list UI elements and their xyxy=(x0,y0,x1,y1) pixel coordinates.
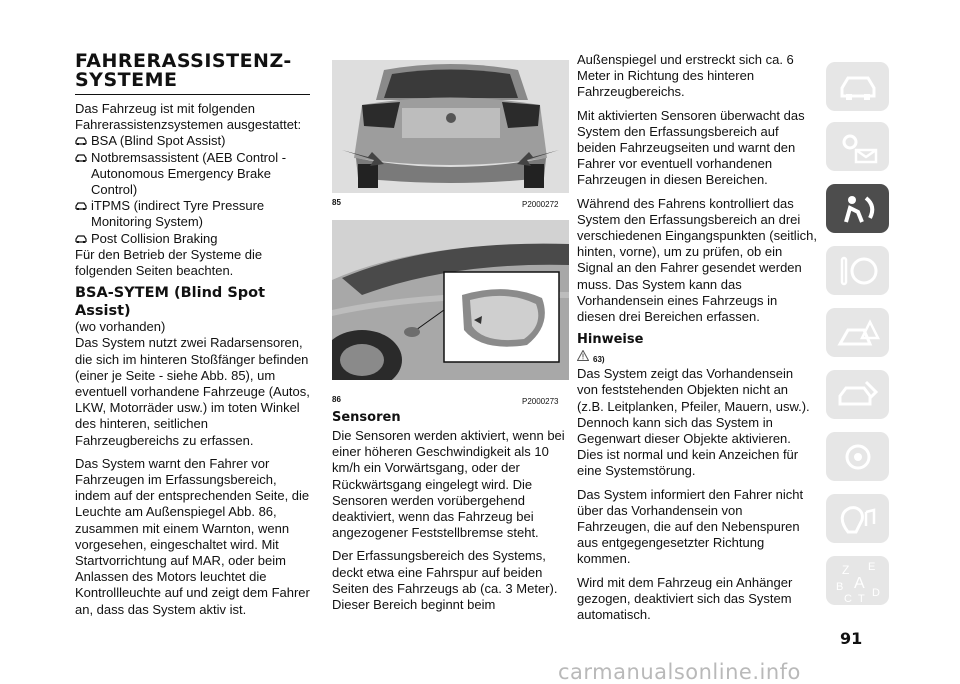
sensoren-heading: Sensoren xyxy=(332,410,401,425)
section-title-line2: Assist) xyxy=(75,303,131,320)
outro-text: Für den Betrieb der Systeme die folgenden Seiten beachten. xyxy=(75,246,263,279)
hinweise-heading: Hinweise xyxy=(577,332,644,348)
section-title-line1: BSA-SYTEM (Blind Spot xyxy=(75,285,266,302)
figure-86-side-mirror xyxy=(332,220,569,380)
bullet-item xyxy=(75,198,310,230)
index-icon xyxy=(828,558,888,604)
warning-triangle-icon xyxy=(577,350,589,361)
index-letter: T xyxy=(857,592,865,604)
tab-index[interactable] xyxy=(826,556,889,605)
col3-paragraph-6: Wird mit dem Fahrzeug ein Anhänger gezogen, deaktiviert sich das System automatisch. xyxy=(577,574,793,623)
bsa-paragraph-1: Das System nutzt zwei Radarsensoren, die sich im hinteren Stoßfänger befinden (einer je Seite - siehe Abb. 85), um eventuell vorhandene Fahrzeuge (Autos, LKW, Motorräder usw.) im toten Winkel des hinteren, seitlichen Fahrzeugbereichs zu erfassen. xyxy=(75,335,310,448)
index-letter: C xyxy=(843,592,852,604)
tab-starting-driving[interactable] xyxy=(826,246,889,295)
warning-lights-icon xyxy=(836,130,880,164)
car-bullet-icon xyxy=(75,234,87,243)
sensoren-paragraph-1: Die Sensoren werden aktiviert, wenn bei einer höheren Geschwindigkeit als 10 km/h ein Vorwärtsgang, oder der Rückwärtsgang eingelegt wird. Die Sensoren werden vorübergehend deaktiviert, wenn das Fahrzeug bei angezogener Feststellbremse steht. xyxy=(332,428,565,541)
side-mirror-illustration xyxy=(332,220,569,380)
page-number: 91 xyxy=(840,629,863,648)
multimedia-icon xyxy=(836,502,880,536)
title-divider xyxy=(75,94,310,95)
col3-paragraph-3: Während des Fahrens kontrolliert das System den Erfassungsbereich an drei verschiedenen Eingangspunkten (seitlich, hinten, vorne), um zu prüfen, ob ein Signal an den Fahrer gesendet werden muss. Das System kann das Vorhandensein eines Fahrzeugs in diesen drei Bereichen erfassen. xyxy=(577,195,817,325)
watermark-text: carmanualsonline.info xyxy=(558,660,801,684)
car-bullet-icon xyxy=(75,136,87,145)
bullet-text: Notbremsassistent (AEB Control - Autonomous Emergency Brake Control) xyxy=(91,149,287,198)
figure-86-code: P2000273 xyxy=(522,397,559,406)
index-letter: Z xyxy=(841,562,849,577)
steering-key-icon xyxy=(836,254,880,288)
bullet-text: Post Collision Braking xyxy=(91,230,218,246)
maintenance-icon xyxy=(836,378,880,412)
tab-warning-lights[interactable] xyxy=(826,122,889,171)
tab-technical-data[interactable] xyxy=(826,432,889,481)
tab-multimedia[interactable] xyxy=(826,494,889,543)
bullet-text: iTPMS (indirect Tyre Pressure Monitoring System) xyxy=(91,198,265,230)
emergency-icon xyxy=(836,316,880,350)
bullet-item xyxy=(75,150,310,199)
car-bullet-icon xyxy=(75,153,87,162)
tab-emergency[interactable] xyxy=(826,308,889,357)
figure-85-number: 85 xyxy=(332,198,341,207)
bullet-item xyxy=(75,231,310,247)
car-dashboard-icon xyxy=(836,70,880,104)
left-column xyxy=(75,52,310,625)
section-subtitle: (wo vorhanden) xyxy=(75,319,166,335)
warning-number: 63) xyxy=(593,355,605,365)
figure-85-code: P2000272 xyxy=(522,200,559,209)
intro-text: Das Fahrzeug ist mit folgenden Fahrerassistenzsystemen ausgestattet: xyxy=(75,101,302,133)
bullet-item xyxy=(75,133,310,149)
col3-paragraph-5: Das System informiert den Fahrer nicht über das Vorhandensein von Fahrzeugen, die auf den Nebenspuren aus entgegengesetzter Richtung kommen. xyxy=(577,486,804,567)
car-bullet-icon xyxy=(75,201,87,210)
col3-paragraph-1: Außenspiegel und erstreckt sich ca. 6 Meter in Richtung des hinteren Fahrzeugbereichs. xyxy=(577,52,794,100)
col3-paragraph-2: Mit aktivierten Sensoren überwacht das System den Erfassungsbereich auf beiden Fahrzeugseiten und warnt den Fahrer vor eventuell vorhandenen Fahrzeugen in diesen Bereichen. xyxy=(577,107,805,188)
index-letter: D xyxy=(871,586,880,599)
technical-data-icon xyxy=(836,440,880,474)
chapter-title-line1: FAHRERASSISTENZ- xyxy=(75,50,292,72)
safety-airbag-icon xyxy=(836,192,880,226)
col3-paragraph-4: Das System zeigt das Vorhandensein von feststehenden Objekten nicht an (z.B. Leitplanken, Pfeiler, Mauern, usw.). Dennoch kann sich das System in Gegenwart dieser Objekte aktivieren. Dies ist normal und kein Anzeichen für eine Systemstörung. xyxy=(577,366,810,479)
car-rear-illustration xyxy=(332,60,569,193)
index-letter: A xyxy=(853,574,865,592)
chapter-title-line2: SYSTEME xyxy=(75,69,178,91)
figure-85-car-rear xyxy=(332,60,569,193)
warning-reference xyxy=(577,350,817,364)
tab-safety[interactable] xyxy=(826,184,889,233)
index-letter: E xyxy=(867,560,875,573)
middle-column-text xyxy=(332,410,567,620)
bullet-text: BSA (Blind Spot Assist) xyxy=(91,133,226,149)
tab-car-dashboard[interactable] xyxy=(826,62,889,111)
figure-86-number: 86 xyxy=(332,395,341,404)
index-letter: B xyxy=(835,580,843,593)
sensoren-paragraph-2: Der Erfassungsbereich des Systems, deckt etwa eine Fahrspur auf beiden Seiten des Fahrzeugs ab (ca. 3 Meter). Dieser Bereich beginnt beim xyxy=(332,548,558,613)
tab-maintenance[interactable] xyxy=(826,370,889,419)
bsa-paragraph-2: Das System warnt den Fahrer vor Fahrzeugen im Erfassungsbereich, indem auf der entsprechenden Seite, die Leuchte am Außenspiegel Abb. 86, zusammen mit einem Warnton, wenn vorgesehen, eingeschaltet wird. Mit Startvorrichtung auf MAR, oder beim Anlassen des Motors leuchtet die Kontrollleuchte auf und zeigt dem Fahrer an, dass das System aktiv ist. xyxy=(75,455,310,617)
right-column xyxy=(577,52,817,630)
